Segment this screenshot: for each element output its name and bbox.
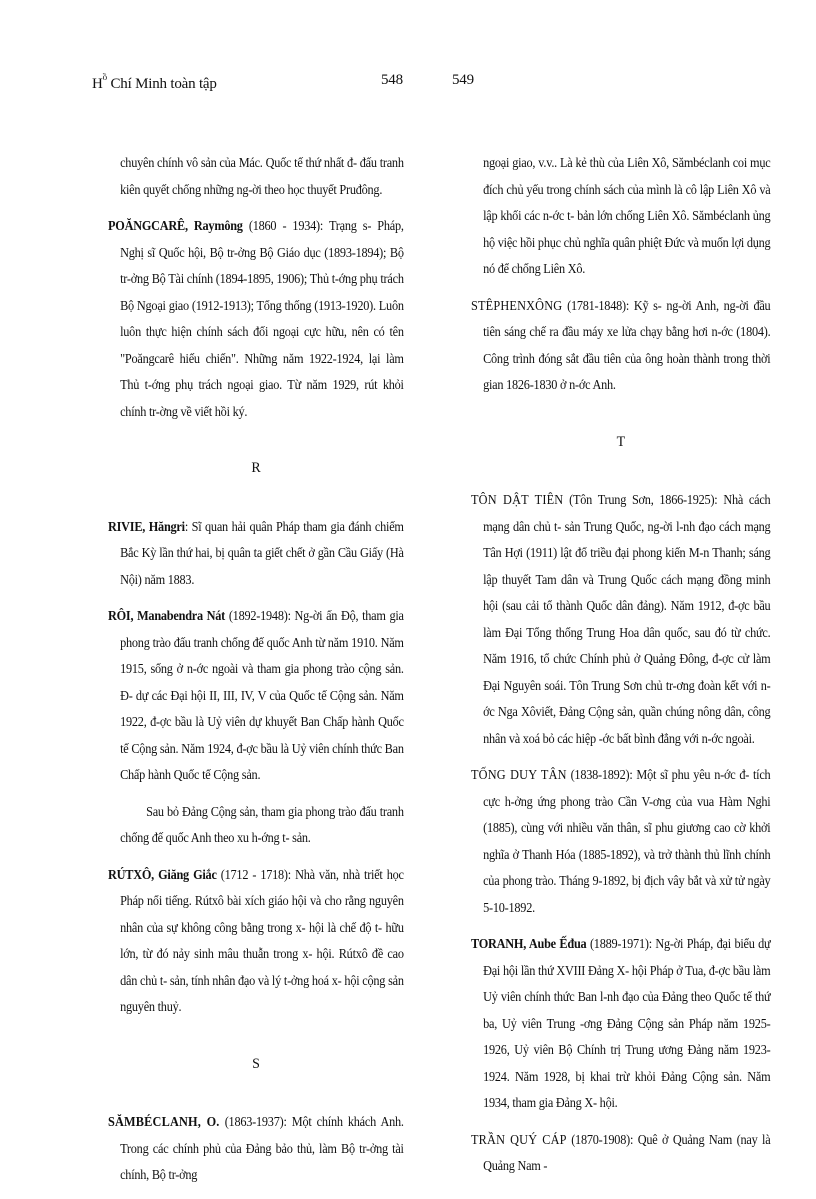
entry-text: (1889-1971): Ng-ời Pháp, đại biểu dự Đại hội lần thứ XVIII Đảng X- hội Pháp ở Tua, đ-ợc bầu làm Uỷ viên chính thức Ban l-nh đạo của Đảng theo Quốc tế thứ ba, Uỷ viên Trung -ơng Đảng Cộng sản Pháp năm 1925-1926, Uỷ viên Bộ Chính trị Trung ương Đảng năm 1923-1924. Năm 1928, bị khai trừ khỏi Đảng Cộng sản. Năm 1934, tham gia Đảng X- hội. bbox=[483, 936, 771, 1110]
entry-name: TRẦN QUÝ CÁP bbox=[471, 1131, 567, 1147]
entry-name: POĂNGCARÊ, Raymông bbox=[108, 218, 243, 233]
continued-paragraph: ngoại giao, v.v.. Là kẻ thù của Liên Xô, Sămbéclanh coi mục đích chủ yếu trong chính sách của mình là cô lập Liên Xô và lập khối các n-ớc t- bản lớn chống Liên Xô. Sămbéclanh ủng hộ việc hồi phục chủ nghĩa quân phiệt Đức và muốn lợi dụng nó để chống Liên Xô. bbox=[483, 155, 771, 276]
book-title bbox=[92, 72, 217, 93]
glossary-entry bbox=[108, 514, 404, 594]
glossary-entry bbox=[108, 862, 404, 1021]
page-number-right: 549 bbox=[452, 72, 474, 88]
entry-name: TORANH, Aube Ếđua bbox=[471, 936, 587, 951]
glossary-entry bbox=[471, 1127, 770, 1180]
entry-text: (1838-1892): Một sĩ phu yêu n-ớc đ- tích cực h-ởng ứng phong trào Cần V-ơng của vua Hàm Nghi (1885), cùng với nhiều văn thân, sĩ phu giương cao cờ khởi nghĩa ở Thanh Hóa (1885-1892), và trở thành thủ lĩnh chính của phong trào. Tháng 9-1892, bị địch vây bắt và xử tử ngày 5-10-1892. bbox=[483, 767, 771, 915]
entry-text: : Sĩ quan hải quân Pháp tham gia đánh chiếm Bắc Kỳ lần thứ hai, bị quân ta giết chết ở gần Cầu Giấy (Hà Nội) năm 1883. bbox=[120, 518, 404, 587]
glossary-entry bbox=[108, 213, 404, 425]
entry-text: (1892-1948): Ng-ời ấn Độ, tham gia phong trào đấu tranh chống đế quốc Anh từ năm 1910. Năm 1915, sống ở n-ớc ngoài và tham gia phong trào cộng sản. Đ- dự các Đại hội II, III, IV, V của Quốc tế Cộng sản. Năm 1922, đ-ợc bầu là Uỷ viên dự khuyết Ban Chấp hành Quốc tế Cộng sản. Năm 1924, đ-ợc bầu là Uỷ viên chính thức Ban Chấp hành Quốc tế Cộng sản. bbox=[120, 608, 404, 782]
entry-text: (1781-1848): Kỹ s- ng-ời Anh, ng-ời đầu tiên sáng chế ra đầu máy xe lửa chạy bằng hơi n-ớc (1804). Công trình đóng sắt đầu tiên của ông hoàn thành trong thời gian 1826-1830 ở n-ớc Anh. bbox=[483, 297, 771, 392]
entry-text: (1870-1908): Quê ở Quảng Nam (nay là Quảng Nam - bbox=[483, 1131, 771, 1173]
title-mark: ồ bbox=[102, 72, 107, 82]
glossary-entry bbox=[108, 1109, 404, 1189]
entry-name: RÔI, Manabendra Nát bbox=[108, 608, 226, 623]
section-letter: T bbox=[616, 433, 625, 450]
entry-name: TÔN DẬT TIÊN bbox=[471, 492, 564, 507]
glossary-entry bbox=[108, 603, 404, 789]
entry-name: SĂMBÉCLANH, O. bbox=[108, 1114, 220, 1129]
right-column bbox=[471, 150, 770, 1190]
left-column bbox=[108, 150, 404, 1199]
entry-name: RIVIE, Hăngri bbox=[108, 518, 185, 534]
entry-text: (1863-1937): Một chính khách Anh. Trong các chính phủ của Đảng bảo thủ, làm Bộ tr-ởng tài chính, Bộ tr-ởng bbox=[120, 1114, 404, 1182]
title-rest: Chí Minh toàn tập bbox=[106, 76, 217, 92]
entry-name: STÊPHENXÔNG bbox=[471, 297, 563, 313]
continued-paragraph: chuyên chính vô sản của Mác. Quốc tế thứ nhất đ- đấu tranh kiên quyết chống những ng-ời theo học thuyết Pruđông. bbox=[120, 155, 404, 197]
glossary-entry bbox=[471, 762, 770, 921]
continued-paragraph: Sau bỏ Đảng Cộng sản, tham gia phong trào đấu tranh chống đế quốc Anh theo xu h-ớng t- sản. bbox=[120, 803, 404, 845]
title-prefix: H bbox=[92, 76, 103, 92]
entry-name: RÚTXÔ, Giăng Giắc bbox=[108, 866, 217, 882]
entry-text: (Tôn Trung Sơn, 1866-1925): Nhà cách mạng dân chủ t- sản Trung Quốc, ng-ời l-nh đạo cách mạng Tân Hợi (1911) lật đổ triều đại phong kiến M-n Thanh; sáng lập thuyết Tam dân và Trung Quốc cách mạng đồng minh hội (sau cải tổ thành Quốc dân đảng). Năm 1912, đ-ợc bầu làm Đại Tổng thống Trung Hoa dân quốc, sau đó từ chức. Năm 1916, tổ chức Chính phủ ở Quảng Đông, đ-ợc cử làm Đại Nguyên soái. Tôn Trung Sơn chủ tr-ơng đoàn kết với n-ớc Nga Xôviết, Đảng Cộng sản, quần chúng nông dân, công nhân và xoá bỏ các hiệp -ớc bất bình đẳng với n-ớc ngoài. bbox=[483, 492, 771, 746]
entry-name: TỐNG DUY TÂN bbox=[471, 767, 567, 782]
glossary-entry bbox=[471, 487, 770, 752]
entry-text: (1860 - 1934): Trạng s- Pháp, Nghị sĩ Quốc hội, Bộ tr-ởng Bộ Giáo dục (1893-1894); Bộ tr-ởng Bộ Tài chính (1894-1895, 1906); Thủ t-ớng phụ trách Bộ Ngoại giao (1912-1913); Tổng thống (1913-1920). Luôn luôn thực hiện chính sách đối ngoại cực hữu, nên có tên "Poăngcarê hiếu chiến". Những năm 1922-1924, lại làm Thủ t-ớng phụ trách ngoại giao. Từ năm 1929, rút khỏi chính tr-ờng về viết hồi ký. bbox=[120, 218, 404, 419]
entry-text: (1712 - 1718): Nhà văn, nhà triết học Pháp nổi tiếng. Rútxô bài xích giáo hội và cho rằng nguyên nhân của sự không công bằng trong x- hội là chế độ t- hữu lớn, từ đó nảy sinh mâu thuẫn trong x- hội. Rútxô đề cao dân chủ t- sản, tính nhân đạo và lý t-ởng hoá x- hội cộng sản nguyên thuỷ. bbox=[120, 866, 404, 1014]
glossary-entry bbox=[471, 931, 770, 1117]
section-letter: R bbox=[251, 460, 261, 476]
section-letter: S bbox=[252, 1055, 260, 1072]
glossary-entry bbox=[471, 293, 770, 399]
page-number-left: 548 bbox=[381, 72, 403, 88]
